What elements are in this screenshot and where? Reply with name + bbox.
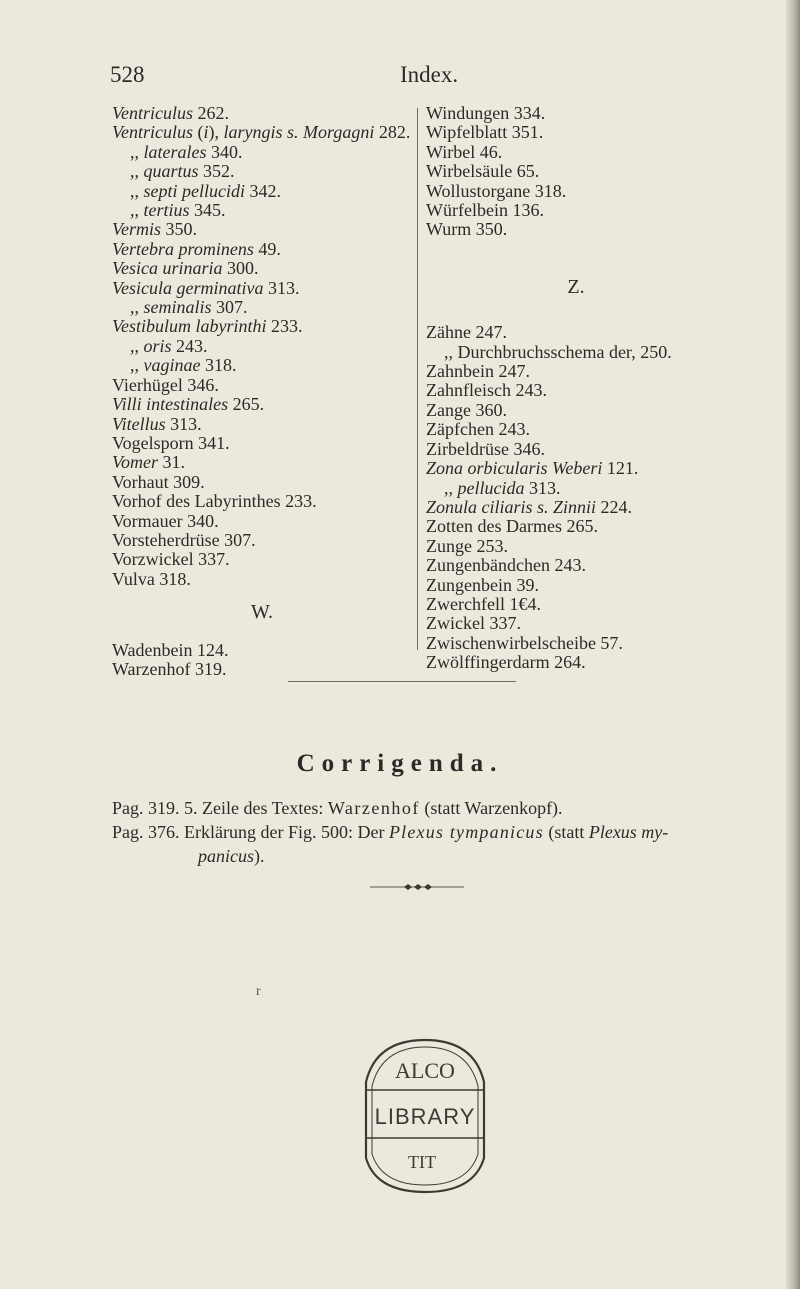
entry-text: Zahnbein 247. bbox=[426, 361, 530, 382]
index-entries-v bbox=[112, 104, 412, 589]
index-entries-w-cont bbox=[426, 104, 726, 240]
index-entry bbox=[426, 537, 726, 556]
entry-term: quartus bbox=[143, 161, 199, 182]
entry-text: Wurm 350. bbox=[426, 219, 508, 240]
section-letter-w: W. bbox=[250, 601, 274, 624]
index-entry bbox=[426, 517, 726, 536]
entry-text: Zähne 247. bbox=[426, 322, 507, 343]
index-entry bbox=[426, 362, 726, 381]
entry-page: 340. bbox=[206, 141, 243, 162]
stamp-middle-text: LIBRARY bbox=[374, 1104, 476, 1129]
index-entry bbox=[112, 434, 412, 453]
corrigenda-line-1 bbox=[112, 796, 732, 820]
index-entry bbox=[112, 473, 412, 492]
index-entry bbox=[426, 220, 726, 239]
entry-term: Vesicula germinativa bbox=[112, 277, 264, 298]
index-column-right bbox=[426, 104, 726, 673]
entry-page: (i), laryngis s. Morgagni 282. bbox=[193, 122, 411, 143]
entry-text: Zunge 253. bbox=[426, 535, 508, 556]
page-header bbox=[0, 62, 800, 92]
entry-text: Durchbruchsschema der, 250. bbox=[457, 341, 672, 362]
index-entries-w bbox=[112, 641, 412, 680]
entry-page: 350. bbox=[161, 219, 197, 240]
ditto-mark: ,, bbox=[130, 200, 144, 221]
entry-term: Vertebra prominens bbox=[112, 238, 254, 259]
entry-page: 49. bbox=[253, 238, 281, 259]
entry-term: Vomer bbox=[112, 452, 158, 473]
entry-term: Zonula ciliaris s. Zinnii bbox=[426, 496, 597, 517]
entry-page: 313. bbox=[165, 413, 202, 434]
entry-text: Zwickel 337. bbox=[426, 613, 521, 634]
section-rule bbox=[288, 681, 516, 682]
index-entry bbox=[112, 453, 412, 472]
entry-term: laterales bbox=[143, 141, 207, 162]
index-entry bbox=[426, 653, 726, 672]
index-entry bbox=[112, 143, 412, 162]
entry-text: Zungenbein 39. bbox=[426, 574, 539, 595]
index-entry bbox=[426, 576, 726, 595]
entry-text: Wipfelblatt 351. bbox=[426, 122, 544, 143]
index-entry bbox=[112, 641, 412, 660]
index-entry bbox=[112, 512, 412, 531]
entry-text: Vulva 318. bbox=[112, 568, 191, 589]
corrigenda-cont-italic: panicus bbox=[198, 846, 254, 866]
page-number: 528 bbox=[110, 62, 145, 87]
entry-term: Vermis bbox=[112, 219, 161, 240]
index-entry bbox=[112, 492, 412, 511]
index-entry bbox=[112, 182, 412, 201]
entry-text: Vierhügel 346. bbox=[112, 374, 219, 395]
ditto-mark: ,, bbox=[130, 355, 144, 376]
entry-page: 31. bbox=[158, 452, 185, 473]
index-entry bbox=[112, 220, 412, 239]
entry-term: septi pellucidi bbox=[143, 180, 245, 201]
index-entry bbox=[426, 440, 726, 459]
column-divider bbox=[417, 108, 418, 650]
entry-text: Zwölffingerdarm 264. bbox=[426, 652, 586, 673]
entry-term: Ventriculus bbox=[112, 103, 193, 123]
index-column-left bbox=[112, 104, 412, 679]
index-entry bbox=[112, 570, 412, 589]
index-entry bbox=[426, 381, 726, 400]
index-entry bbox=[112, 123, 412, 142]
entry-text: Wirbel 46. bbox=[426, 141, 503, 162]
ditto-mark: ,, bbox=[130, 335, 144, 356]
entry-text: Zotten des Darmes 265. bbox=[426, 516, 598, 537]
index-entry bbox=[426, 182, 726, 201]
page-edge bbox=[786, 0, 800, 1289]
index-entry bbox=[112, 298, 412, 317]
corrigenda-text-1a: 5. Zeile des Textes: bbox=[184, 798, 328, 818]
entry-page: 352. bbox=[198, 161, 235, 182]
entry-page: 265. bbox=[228, 394, 265, 415]
index-entry bbox=[426, 323, 726, 342]
index-entry bbox=[426, 401, 726, 420]
corrigenda-pag-1: Pag. 319. bbox=[112, 798, 180, 818]
entry-page: 243. bbox=[171, 335, 208, 356]
index-entry bbox=[112, 240, 412, 259]
ditto-mark: ,, bbox=[130, 141, 144, 162]
library-stamp bbox=[300, 1030, 550, 1200]
entry-page: 300. bbox=[222, 258, 259, 279]
entry-page: 342. bbox=[244, 180, 281, 201]
corrigenda-pag-2: Pag. 376. bbox=[112, 822, 180, 842]
index-entry bbox=[426, 162, 726, 181]
index-entry bbox=[426, 634, 726, 653]
index-entry bbox=[112, 550, 412, 569]
entry-text: Zungenbändchen 243. bbox=[426, 555, 586, 576]
entry-term: oris bbox=[143, 335, 172, 356]
index-entries-z bbox=[426, 323, 726, 672]
index-entry bbox=[112, 356, 412, 375]
entry-page: 318. bbox=[200, 355, 237, 376]
corrigenda-line-2 bbox=[112, 820, 732, 844]
index-entry bbox=[112, 201, 412, 220]
entry-text: Vorsteherdrüse 307. bbox=[112, 529, 256, 550]
index-entry bbox=[112, 104, 412, 123]
corrigenda-spaced-1: Warzenhof bbox=[327, 798, 420, 818]
index-entry bbox=[112, 337, 412, 356]
ornament-rule bbox=[370, 883, 464, 891]
index-entry bbox=[112, 259, 412, 278]
index-entry bbox=[112, 279, 412, 298]
entry-text: Vorhof des Labyrinthes 233. bbox=[112, 491, 317, 512]
entry-text: Wadenbein 124. bbox=[112, 639, 229, 660]
corrigenda-text-2a: Erklärung der Fig. 500: Der bbox=[184, 822, 389, 842]
entry-page: 313. bbox=[524, 477, 561, 498]
index-entry bbox=[112, 162, 412, 181]
index-entry bbox=[112, 660, 412, 679]
index-entry bbox=[426, 420, 726, 439]
ditto-mark: ,, bbox=[444, 477, 458, 498]
stray-mark: r bbox=[256, 984, 261, 999]
index-entry bbox=[426, 595, 726, 614]
entry-page: 345. bbox=[189, 200, 226, 221]
ditto-mark: ,, bbox=[130, 297, 144, 318]
section-letter-z: Z. bbox=[567, 275, 585, 298]
entry-term: vaginae bbox=[143, 355, 201, 376]
entry-term: Zona orbicularis Weberi bbox=[426, 458, 603, 479]
corrigenda-title: Corrigenda. bbox=[296, 750, 504, 777]
entry-text: Zäpfchen 243. bbox=[426, 419, 530, 440]
entry-text: Wollustorgane 318. bbox=[426, 180, 567, 201]
index-entry bbox=[426, 143, 726, 162]
entry-text: Zirbeldrüse 346. bbox=[426, 438, 545, 459]
entry-page: 313. bbox=[263, 277, 300, 298]
entry-text: Vormauer 340. bbox=[112, 510, 219, 531]
index-entry bbox=[426, 614, 726, 633]
entry-page: 121. bbox=[602, 458, 639, 479]
index-entry bbox=[426, 201, 726, 220]
index-entry bbox=[426, 479, 726, 498]
entry-text: Wirbelsäule 65. bbox=[426, 161, 540, 182]
entry-text: Würfelbein 136. bbox=[426, 200, 544, 221]
entry-text: Windungen 334. bbox=[426, 103, 546, 123]
entry-text: Zahnfleisch 243. bbox=[426, 380, 547, 401]
ditto-mark: ,, bbox=[130, 180, 144, 201]
corrigenda-cont-rest: ). bbox=[254, 846, 265, 866]
ditto-mark: ,, bbox=[444, 341, 458, 362]
index-entry bbox=[426, 104, 726, 123]
entry-term: Ventriculus bbox=[112, 122, 193, 143]
entry-page: 262. bbox=[193, 103, 229, 123]
corrigenda-italic-2b: Plexus my- bbox=[588, 822, 669, 842]
index-entry bbox=[426, 343, 726, 362]
entry-text: Zwischenwirbelscheibe 57. bbox=[426, 632, 623, 653]
index-entry bbox=[112, 395, 412, 414]
entry-term: Vesica urinaria bbox=[112, 258, 223, 279]
entry-term: seminalis bbox=[143, 297, 212, 318]
running-head: Index. bbox=[400, 62, 459, 87]
index-entry bbox=[112, 317, 412, 336]
entry-term: Vitellus bbox=[112, 413, 166, 434]
ditto-mark: ,, bbox=[130, 161, 144, 182]
corrigenda-text-1b: (statt Warzenkopf). bbox=[419, 798, 563, 818]
entry-term: Vestibulum labyrinthi bbox=[112, 316, 267, 337]
stamp-bottom-text: TIT bbox=[408, 1152, 436, 1172]
entry-text: Vogelsporn 341. bbox=[112, 432, 230, 453]
stamp-top-text: ALCO bbox=[395, 1058, 455, 1083]
entry-text: Vorzwickel 337. bbox=[112, 549, 230, 570]
index-entry bbox=[112, 531, 412, 550]
corrigenda-text-2b: (statt bbox=[543, 822, 589, 842]
index-entry bbox=[426, 459, 726, 478]
index-entry bbox=[426, 123, 726, 142]
entry-text: Zwerchfell 1€4. bbox=[426, 593, 541, 614]
entry-term: Villi intestinales bbox=[112, 394, 229, 415]
entry-term: pellucida bbox=[457, 477, 525, 498]
entry-text: Zange 360. bbox=[426, 399, 507, 420]
entry-text: Warzenhof 319. bbox=[112, 658, 227, 679]
entry-page: 224. bbox=[596, 496, 633, 517]
corrigenda-line-3 bbox=[112, 844, 800, 868]
index-entry bbox=[426, 498, 726, 517]
corrigenda-italic-2: Plexus tympanicus bbox=[388, 822, 544, 842]
entry-term: tertius bbox=[143, 200, 190, 221]
index-entry bbox=[112, 376, 412, 395]
index-entry bbox=[426, 556, 726, 575]
index-entry bbox=[112, 415, 412, 434]
entry-page: 233. bbox=[266, 316, 303, 337]
entry-text: Vorhaut 309. bbox=[112, 471, 205, 492]
entry-page: 307. bbox=[211, 297, 248, 318]
